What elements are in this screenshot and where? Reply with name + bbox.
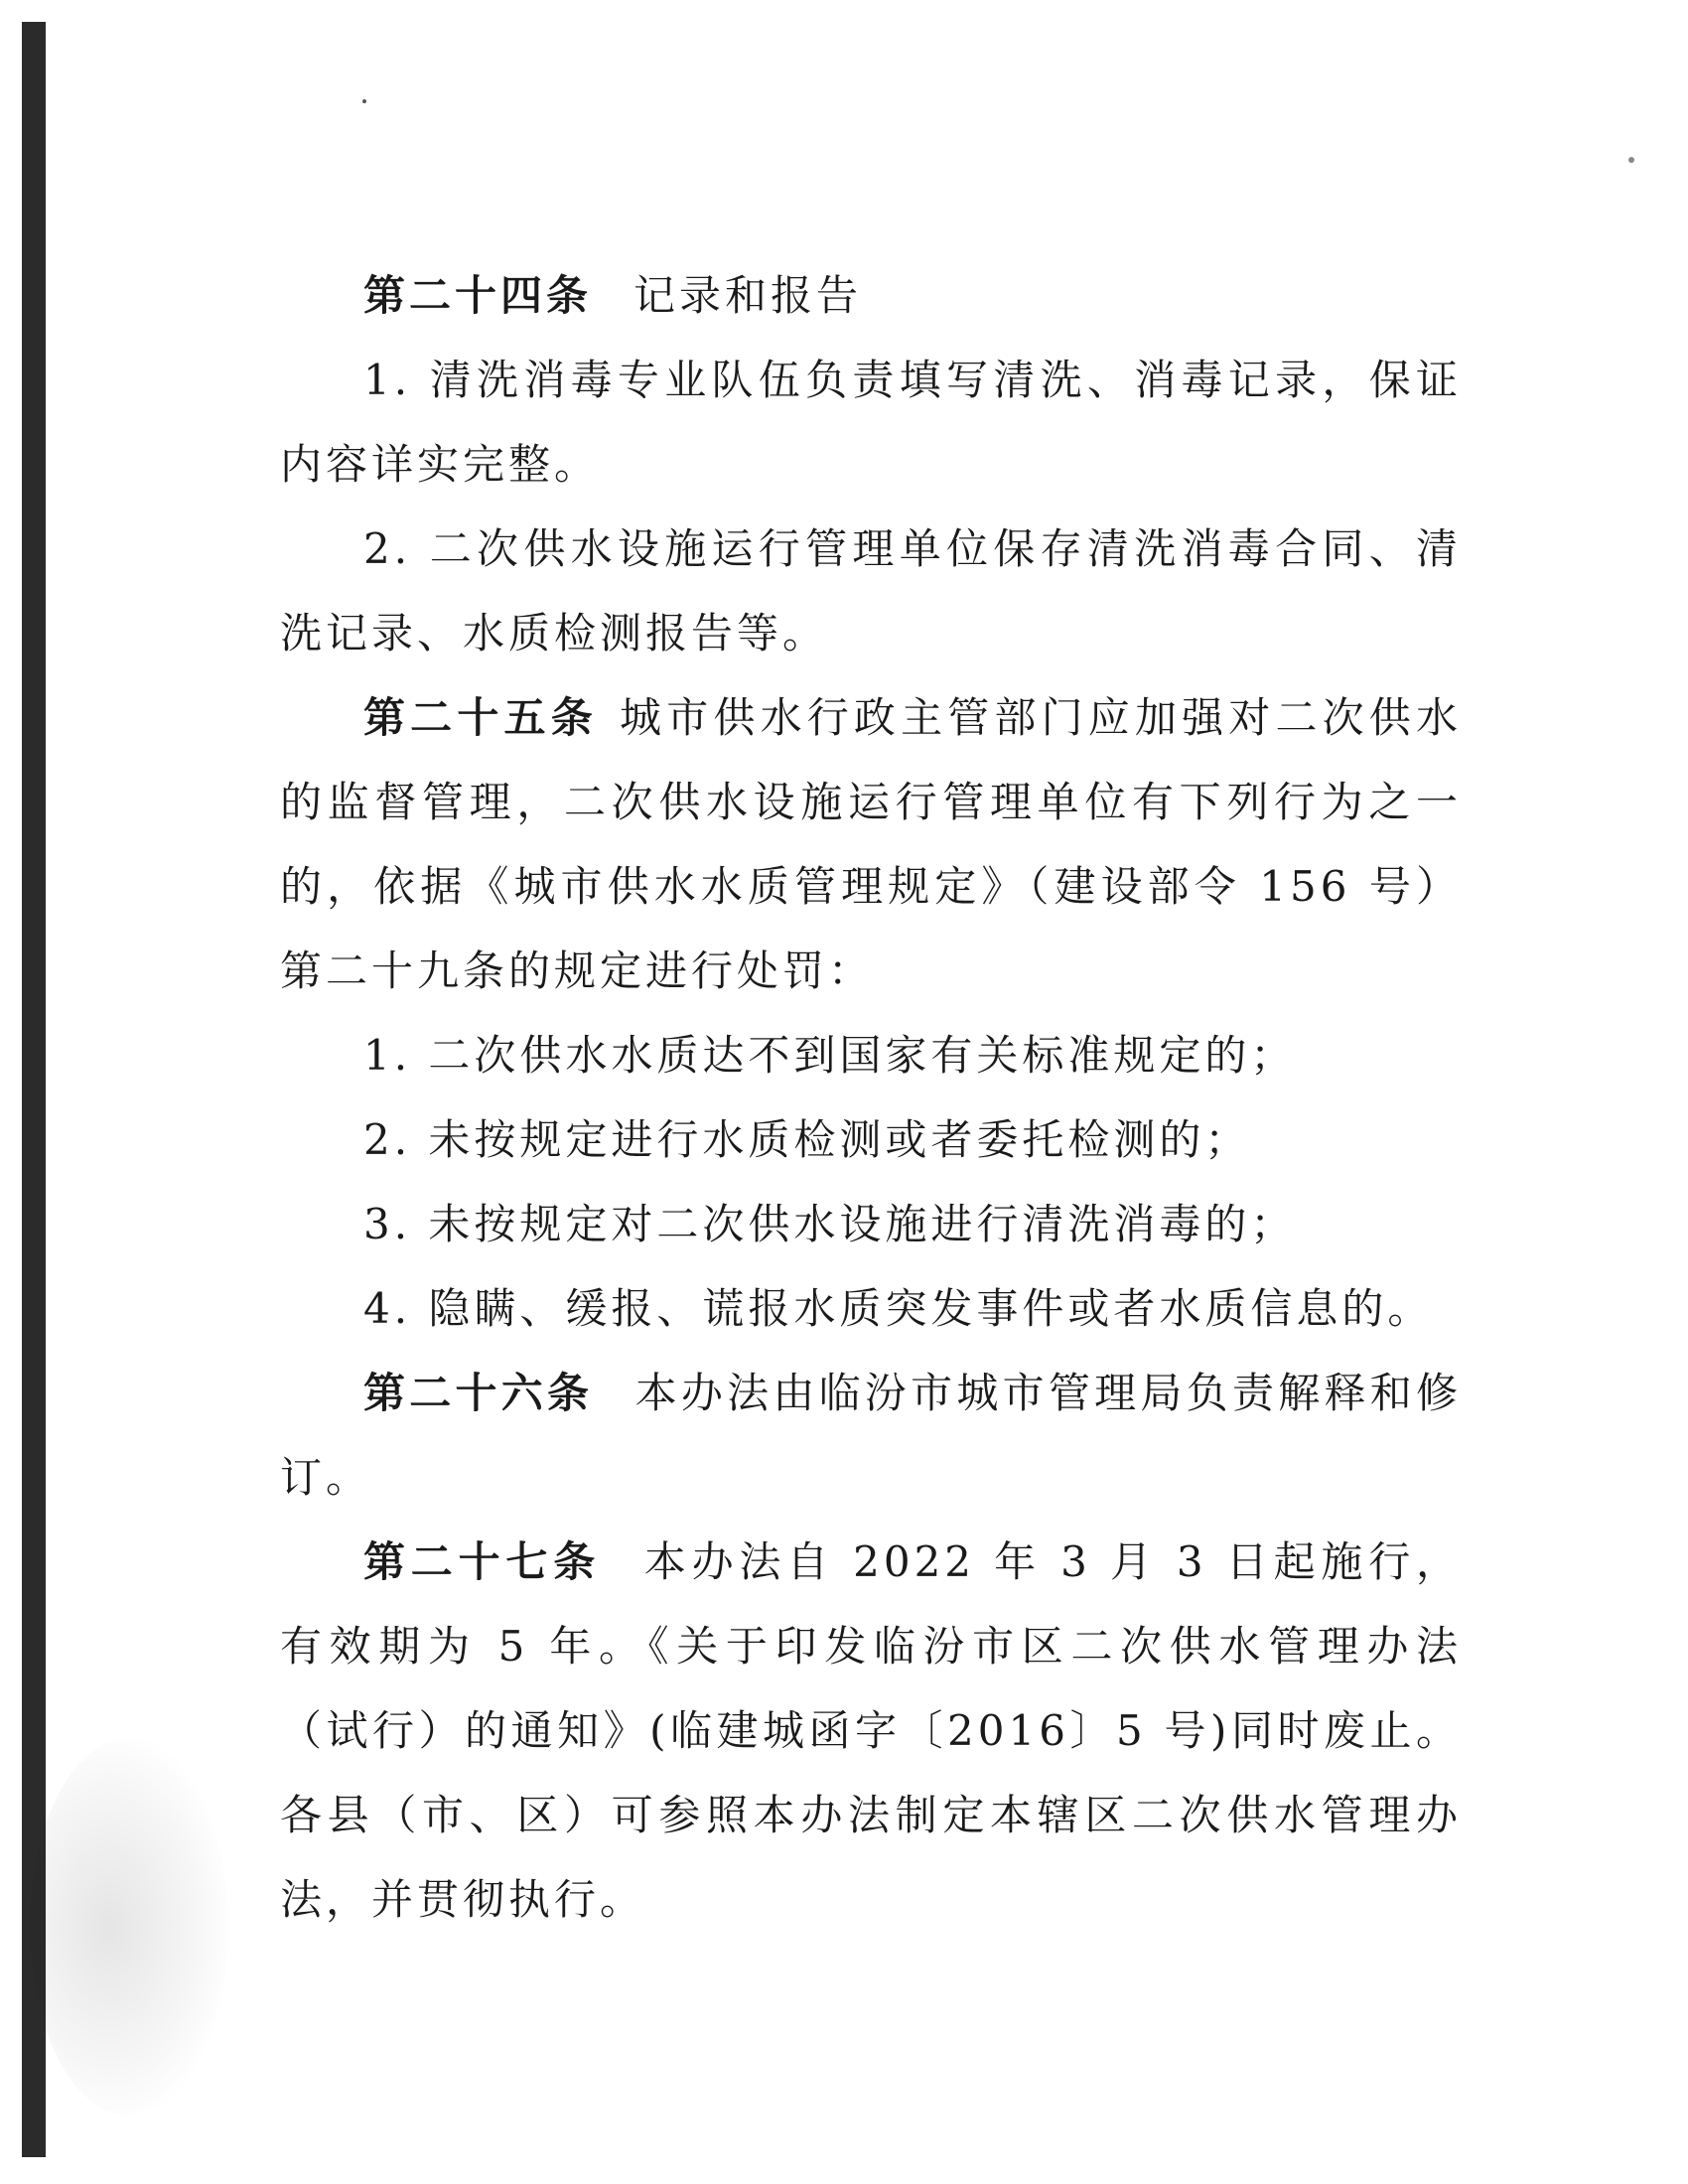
item-text: 2. 二次供水设施运行管理单位保存清洗消毒合同、清洗记录、水质检测报告等。: [280, 524, 1462, 657]
article-27: [280, 1520, 1462, 1942]
scan-smudge: [30, 1738, 228, 2115]
document-body: [280, 253, 1462, 1942]
item-text: 2. 未按规定进行水质检测或者委托检测的；: [363, 1115, 1251, 1164]
article-25-item-3: [280, 1182, 1462, 1266]
item-text: 3. 未按规定对二次供水设施进行清洗消毒的；: [363, 1200, 1297, 1248]
article-24-item-2: [280, 507, 1462, 675]
item-text: 1. 清洗消毒专业队伍负责填写清洗、消毒记录，保证内容详实完整。: [280, 356, 1462, 489]
article-heading: 第二十五条: [363, 693, 598, 742]
article-24: [280, 253, 1462, 338]
article-25-item-2: [280, 1097, 1462, 1182]
item-text: 1. 二次供水水质达不到国家有关标准规定的；: [363, 1031, 1297, 1080]
article-25-item-4: [280, 1266, 1462, 1351]
article-text: 本办法由临汾市城市管理局负责解释和修订。: [280, 1369, 1462, 1502]
article-25: [280, 675, 1462, 1013]
scan-speck: [1628, 157, 1634, 163]
article-heading: 第二十七条: [363, 1537, 601, 1586]
article-text: 记录和报告: [633, 271, 863, 320]
item-text: 4. 隐瞒、缓报、谎报水质突发事件或者水质信息的。: [363, 1284, 1434, 1333]
article-26: [280, 1351, 1462, 1520]
article-24-item-1: [280, 338, 1462, 507]
article-25-item-1: [280, 1013, 1462, 1097]
article-heading: 第二十四条: [363, 271, 593, 320]
article-text: 本办法自 2022 年 3 月 3 日起施行，有效期为 5 年。《关于印发临汾市区二次供水管理办法（试行）的通知》(临建城函字〔2016〕5 号)同时废止。各县（市、区）可参照本办法制定本辖区二次供水管理办法，并贯彻执行。: [280, 1537, 1462, 1924]
article-heading: 第二十六条: [363, 1369, 594, 1417]
scan-speck: [362, 99, 366, 103]
article-text: 城市供水行政主管部门应加强对二次供水的监督管理，二次供水设施运行管理单位有下列行为之一的，依据《城市供水水质管理规定》（建设部令 156 号）第二十九条的规定进行处罚：: [280, 693, 1462, 995]
